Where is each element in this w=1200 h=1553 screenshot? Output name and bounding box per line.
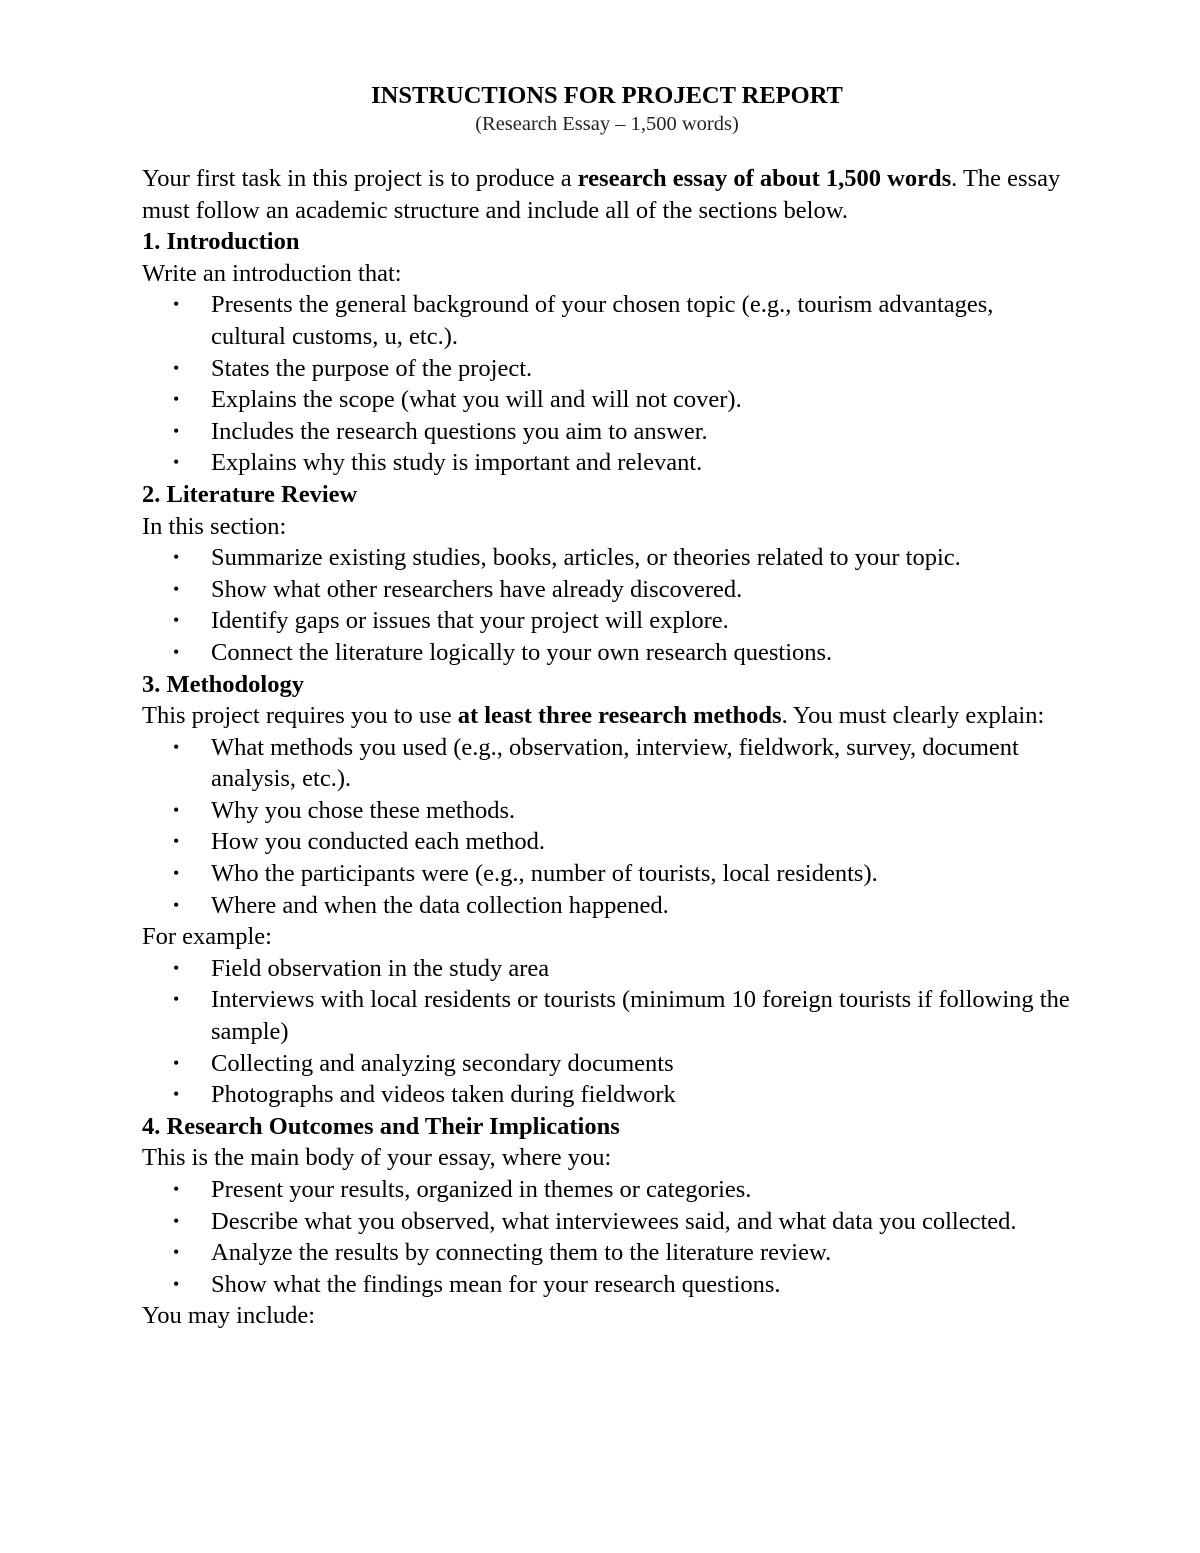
list-item <box>142 542 1072 574</box>
list-item <box>142 826 1072 858</box>
bullet-icon: • <box>173 610 180 631</box>
list-item <box>142 1269 1072 1301</box>
bullet-icon: • <box>173 863 180 884</box>
bullet-list-research-outcomes <box>142 1174 1072 1300</box>
list-item <box>142 416 1072 448</box>
list-item-text: Photographs and videos taken during fieldwork <box>211 1081 676 1109</box>
section-lead-methodology <box>142 700 1072 732</box>
list-item <box>142 795 1072 827</box>
section-lead-introduction: Write an introduction that: <box>142 259 402 287</box>
section-closing-line: You may include: <box>142 1302 316 1330</box>
list-item-text: Show what the findings mean for your research questions. <box>211 1270 781 1298</box>
list-item <box>142 1174 1072 1206</box>
list-item-text: Explains why this study is important and relevant. <box>211 449 703 477</box>
list-item-text: Describe what you observed, what interviewees said, and what data you collected. <box>211 1207 1017 1235</box>
list-item <box>142 1079 1072 1111</box>
list-item-text: Present your results, organized in themes or categories. <box>211 1176 752 1203</box>
list-item-text: Analyze the results by connecting them to the literature review. <box>211 1239 832 1267</box>
list-item <box>142 984 1072 1047</box>
bullet-list-methodology <box>142 732 1072 922</box>
list-item-text: Where and when the data collection happened. <box>211 891 669 919</box>
bullet-icon: • <box>173 452 180 473</box>
section-heading-literature-review: 2. Literature Review <box>142 480 358 508</box>
list-item <box>142 605 1072 637</box>
section-example-lead: For example: <box>142 923 272 951</box>
document-body <box>142 80 1072 1332</box>
list-item-text: How you conducted each method. <box>211 828 546 856</box>
list-item-text: Identify gaps or issues that your project will explore. <box>211 607 729 635</box>
bullet-icon: • <box>173 1084 180 1105</box>
list-item <box>142 574 1072 606</box>
list-item-text: Connect the literature logically to your own research questions. <box>211 638 833 666</box>
list-item-text: Interviews with local residents or tourists (minimum 10 foreign tourists if following the sample) <box>211 986 1070 1046</box>
list-item <box>142 890 1072 922</box>
section-heading-introduction: 1. Introduction <box>142 228 300 256</box>
bullet-icon: • <box>173 578 180 599</box>
section-lead-literature-review: In this section: <box>142 512 287 540</box>
list-item-text: States the purpose of the project. <box>211 354 533 382</box>
bullet-icon: • <box>173 799 180 820</box>
bullet-icon: • <box>173 294 180 315</box>
document-title: INSTRUCTIONS FOR PROJECT REPORT <box>371 82 843 109</box>
bullet-icon: • <box>173 389 180 410</box>
list-item-text: Who the participants were (e.g., number of tourists, local residents). <box>211 860 878 888</box>
intro-paragraph <box>142 163 1072 226</box>
list-item <box>142 353 1072 385</box>
methodology-lead-bold: at least three research methods <box>457 702 782 730</box>
intro-text-1: Your first task in this project is to produce a <box>142 165 578 192</box>
list-item <box>142 1206 1072 1238</box>
document-subtitle: (Research Essay – 1,500 words) <box>475 113 739 135</box>
list-item-text: Includes the research questions you aim to answer. <box>211 417 708 445</box>
list-item-text: Show what other researchers have already discovered. <box>211 575 743 603</box>
list-item <box>142 732 1072 795</box>
list-item <box>142 953 1072 985</box>
bullet-icon: • <box>173 420 180 441</box>
section-heading-research-outcomes: 4. Research Outcomes and Their Implications <box>142 1112 620 1140</box>
bullet-icon: • <box>173 989 180 1010</box>
list-item-text: Explains the scope (what you will and will not cover). <box>211 386 742 414</box>
list-item <box>142 637 1072 669</box>
intro-bold-text: research essay of about 1,500 words <box>577 165 952 192</box>
bullet-list-literature-review <box>142 542 1072 668</box>
list-item-text: Summarize existing studies, books, articles, or theories related to your topic. <box>211 544 961 572</box>
list-item-text: What methods you used (e.g., observation, interview, fieldwork, survey, document analysis, etc.). <box>211 733 1019 793</box>
bullet-list-examples <box>142 953 1072 1111</box>
list-item-text: Why you chose these methods. <box>211 796 516 824</box>
list-item <box>142 858 1072 890</box>
bullet-icon: • <box>173 957 180 978</box>
list-item <box>142 289 1072 352</box>
list-item <box>142 384 1072 416</box>
bullet-icon: • <box>173 357 180 378</box>
methodology-lead-text-1: This project requires you to use <box>142 702 458 730</box>
bullet-icon: • <box>173 831 180 852</box>
list-item-text: Field observation in the study area <box>211 954 550 982</box>
bullet-icon: • <box>173 641 180 662</box>
bullet-icon: • <box>173 1052 180 1073</box>
methodology-lead-text-2: . You must clearly explain: <box>781 702 1045 730</box>
bullet-icon: • <box>173 1210 180 1231</box>
section-heading-methodology: 3. Methodology <box>142 670 304 698</box>
bullet-icon: • <box>173 1179 180 1199</box>
list-item-text: Presents the general background of your chosen topic (e.g., tourism advantages, cultural customs, u, etc.). <box>211 291 994 350</box>
bullet-icon: • <box>173 736 180 757</box>
list-item <box>142 447 1072 479</box>
bullet-icon: • <box>173 1273 180 1294</box>
list-item <box>142 1048 1072 1080</box>
list-item-text: Collecting and analyzing secondary documents <box>211 1049 674 1077</box>
list-item <box>142 1237 1072 1269</box>
bullet-list-introduction <box>142 289 1072 479</box>
bullet-icon: • <box>173 547 180 568</box>
bullet-icon: • <box>173 894 180 915</box>
bullet-icon: • <box>173 1242 180 1263</box>
intro-text-2: . The essay must follow an academic structure and include all of the sections below. <box>142 165 1061 224</box>
section-lead-research-outcomes: This is the main body of your essay, where you: <box>142 1144 612 1172</box>
